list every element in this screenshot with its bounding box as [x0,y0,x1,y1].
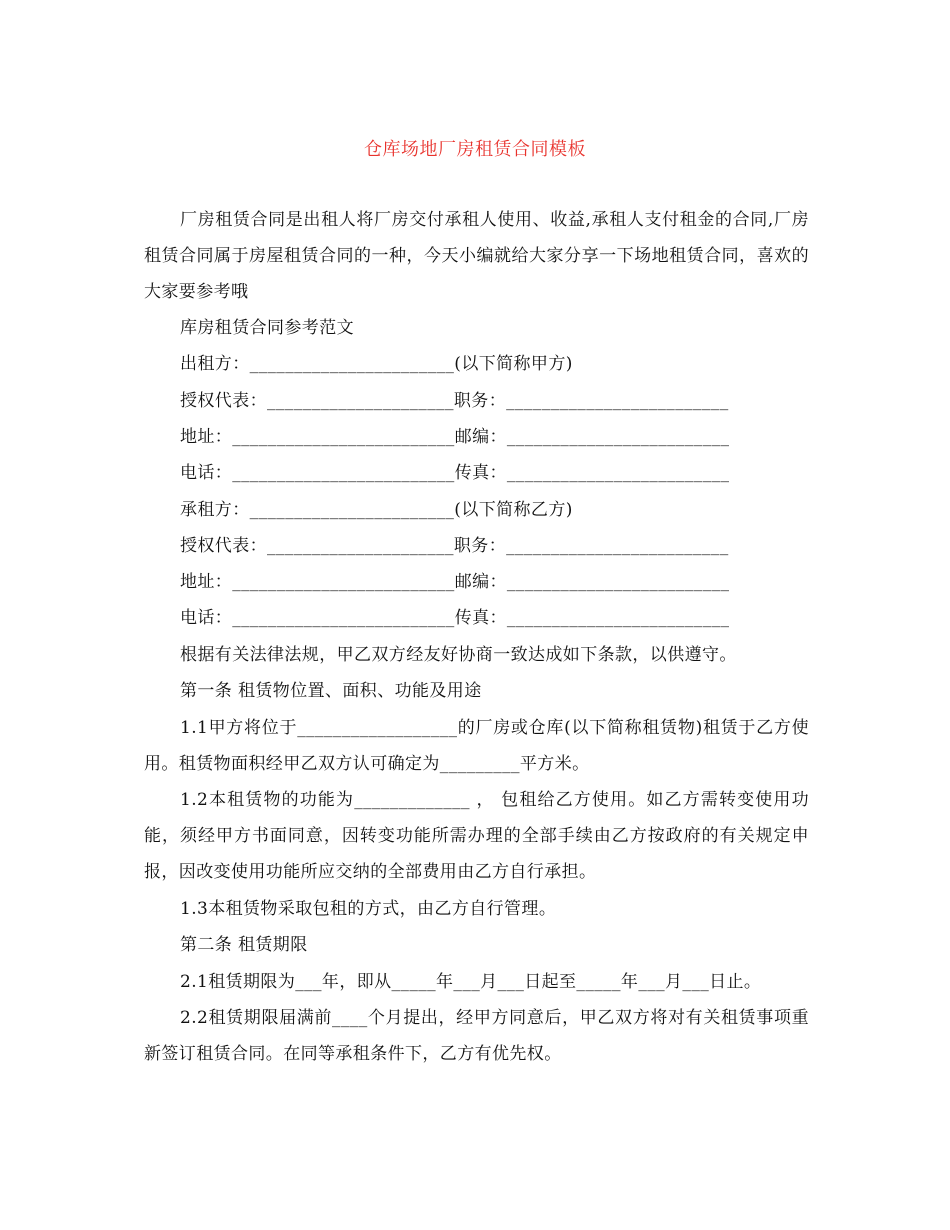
clause-1-1: 1.1甲方将位于__________________的厂房或仓库(以下简称租赁物)租赁于乙方使用。租赁物面积经甲乙双方认可确定为_________平方米。 [144,718,809,774]
lessee-rep-line: 授权代表：_____________________职务：_________________________ [180,536,729,556]
lessor-line: 出租方：_______________________(以下简称甲方) [180,354,573,374]
clause-1-3: 1.3本租赁物采取包租的方式，由乙方自行管理。 [180,899,557,919]
article-1-title: 第一条 租赁物位置、面积、功能及用途 [180,681,482,701]
document-title: 仓库场地厂房租赁合同模板 [364,139,586,160]
article-2-title: 第二条 租赁期限 [180,935,308,955]
lessee-phone-line: 电话：_________________________传真：_________________________ [180,608,730,628]
preamble-line: 根据有关法律法规，甲乙双方经友好协商一致达成如下条款，以供遵守。 [180,645,737,665]
lessor-phone-line: 电话：_________________________传真：_________________________ [180,463,730,483]
clause-2-2: 2.2租赁期限届满前____个月提出，经甲方同意后，甲乙双方将对有关租赁事项重新签订租赁合同。在同等承租条件下，乙方有优先权。 [144,1008,809,1064]
lessor-rep-line: 授权代表：_____________________职务：_________________________ [180,391,729,411]
lessee-address-line: 地址：_________________________邮编：_________________________ [180,572,730,592]
clause-2-1: 2.1租赁期限为___年，即从_____年___月___日起至_____年___月___日止。 [180,972,762,992]
sample-heading: 库房租赁合同参考范文 [180,318,354,338]
lessor-address-line: 地址：_________________________邮编：_________________________ [180,427,730,447]
clause-1-2: 1.2本租赁物的功能为_____________ ， 包租给乙方使用。如乙方需转变使用功能，须经甲方书面同意，因转变功能所需办理的全部手续由乙方按政府的有关规定申报，因改变使用功能所应交纳的全部费用由乙方自行承担。 [144,790,809,882]
lessee-line: 承租方：_______________________(以下简称乙方) [180,500,573,520]
intro-paragraph: 厂房租赁合同是出租人将厂房交付承租人使用、收益,承租人支付租金的合同,厂房租赁合同属于房屋租赁合同的一种，今天小编就给大家分享一下场地租赁合同，喜欢的大家要参考哦 [144,210,809,302]
